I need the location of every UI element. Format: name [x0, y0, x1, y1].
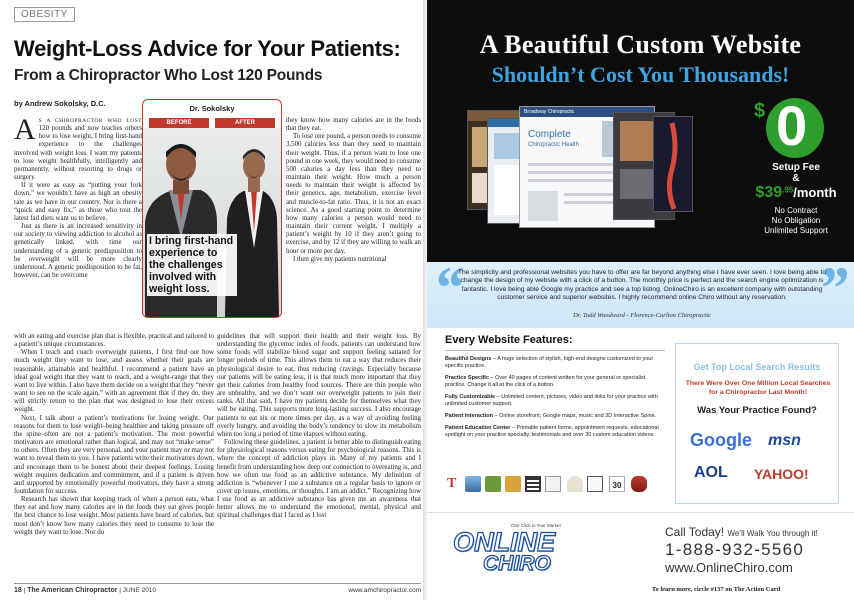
search-box-question: Was Your Practice Found?	[697, 405, 817, 416]
article-byline: by Andrew Sokolsky, D.C.	[14, 99, 106, 108]
publication-name: The American Chiropractor	[27, 587, 118, 594]
google-logo: Google	[690, 430, 752, 450]
image-icon	[465, 476, 481, 492]
issue-date: JUNE 2010	[122, 587, 157, 594]
phone-number: 1-888-932-5560	[665, 540, 805, 559]
feature-item	[445, 413, 665, 420]
intro-paragraph	[14, 117, 142, 182]
after-label: AFTER	[215, 118, 275, 128]
feature-desc: – Unlimited content, pictures, video and links for your practice with unlimited customer support.	[445, 394, 658, 407]
calendar-icon: 30	[609, 476, 625, 492]
call-subtext: We’ll Walk You through it!	[727, 529, 818, 538]
ad-headline: A Beautiful Custom Website	[479, 30, 802, 59]
before-after-photo	[142, 99, 282, 318]
onlinechiro-logo	[453, 523, 623, 575]
footer-website: www.amchiropractor.com	[348, 587, 421, 594]
spine-icon	[631, 476, 647, 492]
feature-name: Beautiful Designs	[445, 356, 492, 362]
contact-band	[427, 512, 854, 586]
footer-left: 18 | The American Chiropractor | JUNE 2010	[14, 587, 157, 594]
pull-quote: I bring first-hand experience to the challenges involved with weight loss.	[147, 234, 237, 296]
offer-term: No Obligation	[771, 216, 821, 225]
drop-cap: A	[14, 117, 36, 146]
article-paragraph: Research has shown that keeping track of when a person eats, what they eat and how many calories are in the foods they eat gives people the best chance to lose weight. Most patients have heard of calories, but most don’t know how many calories they need to consume to lose the weight they want to lose. Nor do	[14, 496, 214, 536]
testimonial-band	[427, 255, 854, 328]
testimonial-text: The simplicity and professional websites you have to offer are far beyond anything else I have ever seen. I love being able to change the design of my website with a click of a button. The monthly price is perfect and the search engine optimization is fantastic. I love being able Google my practice and see a top listing. OnlineChiro is an excellent company with outstanding customer service and superior websites. I highly recommend online Chiro without any reservation.	[457, 269, 827, 302]
close-quote-icon: ”	[818, 255, 848, 321]
feature-name: Practice Specific	[445, 375, 490, 381]
zero-badge	[748, 94, 844, 160]
setup-fee: Setup Fee	[772, 162, 820, 173]
feature-icons-row	[447, 476, 667, 498]
article-paragraph: I then give my patients nutritional	[293, 255, 387, 263]
feature-name: Fully Customizable	[445, 394, 496, 400]
ampersand: &	[792, 173, 800, 184]
website-url: www.OnlineChiro.com	[665, 560, 793, 575]
search-box-note: There Were Over One Million Local Searches for a Chiropractor Last Month!	[685, 380, 831, 396]
home-icon	[567, 476, 583, 492]
yahoo-logo: YAHOO!	[754, 466, 809, 482]
per-month: /month	[793, 185, 837, 200]
page-number: 18	[14, 587, 22, 594]
features-list	[445, 334, 665, 508]
website-mockup-spine	[653, 116, 693, 212]
before-label: BEFORE	[149, 118, 209, 128]
intro-text: 120 pounds and now teaches others how to lose weight, I bring first-hand experience to the challenges involved with weight loss. I want my patients to lose weight healthfully, intelligently and permanently, without resorting to drugs or surgery.	[14, 125, 142, 182]
price-cents: .95	[782, 185, 794, 195]
cart-icon	[587, 476, 603, 492]
article-paragraph: When I teach and coach overweight patients, I first find out how much weight they want to lose, and assess whether their goals are reasonable, attainable and healthful. I recommend a patient have an ideal goal weight that they want to reach, and a weight-range that they want to live within. I also have them decide on a weight that they “never want to see on the scale again,” with an agreement that if they do, they will strictly return to the plan that was designed to lose their excess weight.	[14, 349, 214, 414]
feature-item	[445, 356, 665, 370]
msn-logo: msn	[768, 432, 801, 449]
local-search-box	[675, 343, 839, 504]
zero-price: 0	[776, 94, 808, 157]
category-tag: OBESITY	[14, 7, 75, 22]
email-icon	[545, 476, 561, 492]
article-paragraph: Just as there is an increased sensitivity in our society to viewing addiction to alcohol as genetically linked, with time our understanding of a genetic predisposition to be overweight will be more clearly understood. A genetic predisposition to be fat, however, can be overcome	[14, 223, 142, 279]
ad-hero	[427, 0, 854, 262]
logo-word-chiro: CHIRO	[483, 552, 551, 575]
article-paragraph: guidelines that will support their health and their weight loss. By understanding the glycemic index of foods, patients can understand how some foods will stabilize blood sugar and support feeling satiated for longer periods of time. This allows them to eat a way that reduces their physiological desire to eat, thus reducing cravings. Especially because our patients will be eating less, it is that much more important that they get their calories from healthy food sources. There are thin people who are unhealthy, and we don’t want our overweight patients to join their ranks. All that said, I have my patients decide for themselves what they will be eating. This supports more long-lasting success. I also encourage patients to eat six or more times per day, as a way of avoiding feeling overly hungry, and avoiding the body’s tendency to slow its metabolism when too long a period of time elapses without eating.	[217, 333, 421, 438]
dollar-sign: $	[754, 100, 766, 122]
spine-illustration	[654, 117, 693, 212]
feature-item	[445, 425, 665, 439]
features-title: Every Website Features:	[445, 334, 665, 351]
mockup-tagline: Complete	[528, 129, 571, 140]
article-subheadline: From a Chiropractor Who Lost 120 Pounds	[14, 67, 323, 84]
article-paragraph: To lose one pound, a person needs to consume 3,500 calories less than they need to maintain their weight. Thus, if a person want to lose one pound in one week, they would need to consume 500 calories a day less than they need to maintain their weight. How much a person needs to maintain their weight is affected by their genetics, age, metabolism, exercise level and muscle-to-fat ratio. Thus, it is not an exact science. As a good starting point to determine how many calories a person would need to maintain their current weight, I multiply a patient’s weight by 10 if they aren’t going to exercise, and by 12 if they are willing to walk an hour or more per day.	[286, 133, 421, 255]
article-paragraph: Following these guidelines, a patient is better able to distinguish eating for physiological reasons versus eating for psychological reasons. This is where the concept of addiction plays in. Many of my patients and I benefit from understanding how deep our connection to overeating is, and how we often use food as an addictive substance. My definition of addiction is “whenever I use a substance on a regular basis to ignore or cover up issues, emotions, or thoughts, I am an addict.” Recognizing how I use food as an addictive substance has given me an awareness that better allows me to understand the emotional, mental, physical and spiritual challenges that I faced as I lost	[217, 439, 421, 520]
article-paragraph: with an eating and exercise plan that is flexible, practical and tailored to a patient’s unique circumstances.	[14, 333, 214, 349]
feature-desc: – Over 40 pages of content written for your general or specialist practice. Change it all at the click of a button.	[445, 375, 646, 388]
logo-word-online: ONLINE	[453, 527, 556, 557]
feature-desc: – Online storefront, Google maps, music and 3D Interactive Spine.	[492, 413, 657, 419]
ad-subheadline: Shouldn’t Cost You Thousands!	[491, 62, 790, 87]
text-icon: T	[447, 476, 457, 491]
article-column-2-top	[286, 117, 421, 333]
article-paragraph: Next, I talk about a patient’s motivations for losing weight. Our reasons for them to lose weight–being healthier and taking pressure off the spine–often are not a patient’s motivation. The most powerful motivators are emotional rather than logical, and may not “make sense” to others. Often they are very personal, and your patient may or may not want to reveal them to you. I have patients write their motivators down, and encourage them to be honest about their deepest feelings. Losing weight requires dedication and commitment, and if a patient is driven and supported by emotionally powerful motivators, they have a strong foundation for success.	[14, 414, 214, 495]
offer-terms	[748, 206, 844, 236]
article-page	[0, 0, 424, 600]
open-quote-icon: “	[433, 255, 463, 321]
mockup-site-name: Broadway Chiropractic	[520, 107, 654, 117]
photo-title: Dr. Sokolsky	[189, 104, 235, 113]
article-column-1-bottom	[14, 333, 214, 583]
price-dollars: $39	[755, 184, 783, 201]
article-column-1-top	[14, 117, 142, 333]
music-icon	[505, 476, 521, 492]
article-column-2-bottom	[217, 333, 421, 583]
call-today: Call Today!	[665, 525, 725, 539]
offer-block	[748, 94, 844, 236]
search-box-title: Get Top Local Search Results	[693, 362, 821, 372]
article-paragraph: they know how many calories are in the foods that they eat.	[286, 117, 421, 133]
aol-logo: AOL	[694, 464, 728, 481]
page-footer	[14, 583, 421, 597]
intro-smallcaps: S A CHIROPRACTOR WHO LOST	[38, 118, 142, 124]
feature-item	[445, 394, 665, 408]
logo-tagline: One Click to Your Market	[511, 523, 561, 528]
monthly-price	[748, 184, 844, 202]
action-card-note: To learn more, circle #137 on The Action Card	[651, 586, 781, 593]
map-icon	[485, 476, 501, 492]
feature-desc: – A huge selection of stylish, high-end designs customized to your specific practice.	[445, 356, 654, 369]
mockup-tagline-2: Chiropractic Health	[528, 142, 580, 148]
offer-term: Unlimited Support	[764, 226, 828, 235]
article-paragraph: If it were as easy as “putting your fork down,” we wouldn’t have as high an obesity rate as we have in our country. Nor is there a “quick and easy fix,” as those who tout the latest fad diets want us to believe.	[14, 182, 142, 222]
article-headline: Weight-Loss Advice for Your Patients:	[14, 36, 401, 61]
feature-item	[445, 375, 665, 389]
advertisement-page	[427, 0, 854, 600]
testimonial-author: Dr. Todd Woodward - Florence-Carlton Chiropractic	[573, 312, 711, 319]
call-to-action	[665, 525, 818, 539]
video-icon	[525, 476, 541, 492]
feature-desc: – Printable patient forms, appointment requests, educational spotlight on your practice specialty, testimonials and over 30 custom education videos.	[445, 425, 659, 438]
feature-name: Patient Education Center	[445, 425, 511, 431]
offer-term: No Contract	[774, 206, 818, 215]
feature-name: Patient Interaction	[445, 413, 493, 419]
